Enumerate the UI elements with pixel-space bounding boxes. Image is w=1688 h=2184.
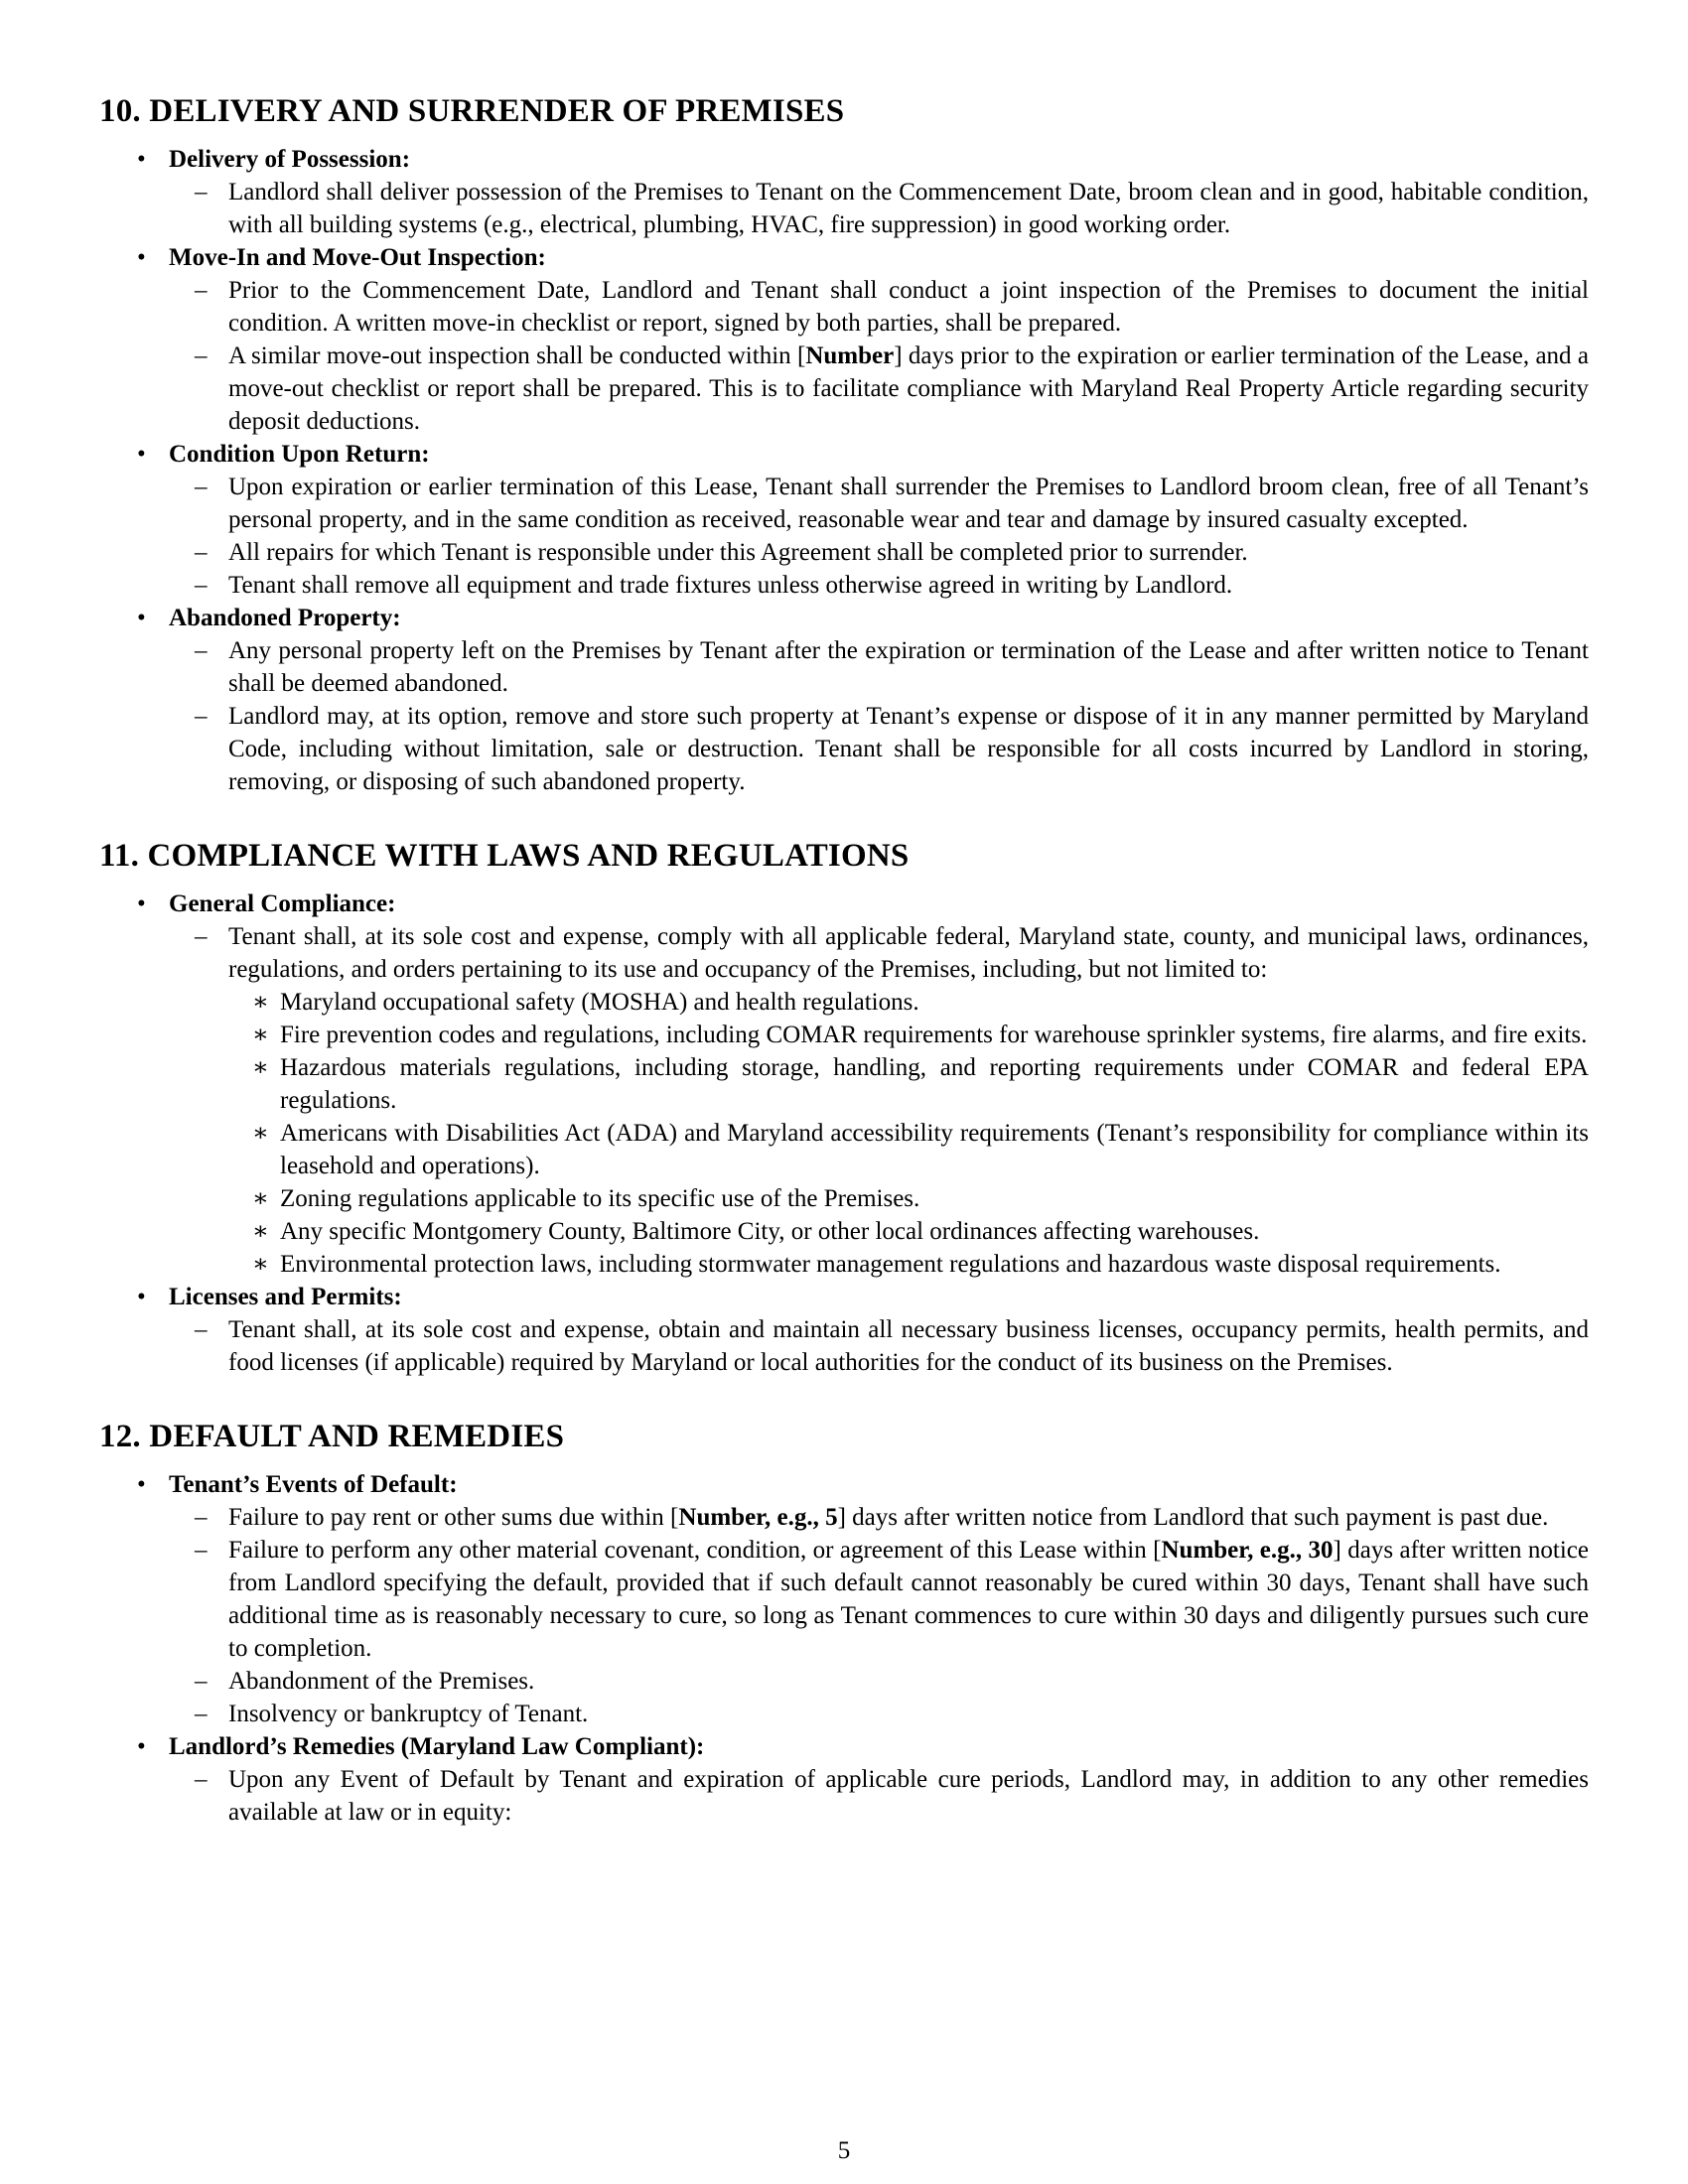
list-item	[99, 1730, 1589, 1829]
list-subitem	[169, 1313, 1589, 1379]
text-fragment: ] days after written notice from Landlord specifying the default, provided that if such default cannot reasonably be cured within 30 days, Tenant shall have such additional time as is reasonably necessary to cure, so long as Tenant commences to cure within 30 days and diligently pursues such cure to completion.	[228, 1537, 1589, 1662]
item-text: Prior to the Commencement Date, Landlord and Tenant shall conduct a joint inspection of the Premises to document the initial condition. A written move-in checklist or report, signed by both parties, shall be prepared.	[228, 277, 1589, 337]
item-text: Insolvency or bankruptcy of Tenant.	[228, 1701, 589, 1727]
text-fragment: ] days prior to the expiration or earlier termination of the Lease, and a move-out checklist or report shall be prepared. This is to facilitate compliance with Maryland Real Property Article regarding security deposit deductions.	[228, 342, 1589, 435]
list-subitem	[169, 700, 1589, 798]
item-heading: Landlord’s Remedies (Maryland Law Compliant):	[169, 1733, 705, 1760]
item-text: Tenant shall remove all equipment and trade fixtures unless otherwise agreed in writing by Landlord.	[228, 572, 1233, 599]
item-text: Any personal property left on the Premises by Tenant after the expiration or termination of the Lease and after written notice to Tenant shall be deemed abandoned.	[228, 637, 1589, 697]
bullet-icon: •	[137, 244, 146, 271]
list-item	[99, 1281, 1589, 1379]
item-text: All repairs for which Tenant is responsible under this Agreement shall be completed prior to surrender.	[228, 539, 1248, 566]
item-text-covenant-default	[228, 1534, 1589, 1665]
list-subitem	[169, 1763, 1589, 1829]
item-text: Americans with Disabilities Act (ADA) and Maryland accessibility requirements (Tenant’s responsibility for compliance within its leasehold and operations).	[280, 1120, 1589, 1179]
list-item	[99, 143, 1589, 241]
section-12-list	[99, 1468, 1589, 1829]
asterisk-icon: ∗	[252, 1185, 269, 1212]
list-subitem	[169, 274, 1589, 340]
item-text: Any specific Montgomery County, Baltimore City, or other local ordinances affecting warehouses.	[280, 1218, 1260, 1245]
item-text: Fire prevention codes and regulations, including COMAR requirements for warehouse sprinkler systems, fire alarms, and fire exits.	[280, 1022, 1588, 1048]
asterisk-icon: ∗	[252, 1054, 269, 1081]
asterisk-icon: ∗	[252, 989, 269, 1016]
item-text: Hazardous materials regulations, including storage, handling, and reporting requirements under COMAR and federal EPA regulations.	[280, 1054, 1589, 1114]
list-subitem	[169, 1501, 1589, 1534]
list-subitem	[169, 1534, 1589, 1665]
page-number: 5	[837, 2137, 851, 2164]
dash-icon: –	[195, 342, 208, 369]
placeholder-number: Number, e.g., 30	[1161, 1537, 1334, 1564]
list-item	[99, 1468, 1589, 1730]
dash-icon: –	[195, 923, 208, 950]
list-subsubitem	[228, 986, 1589, 1019]
list-subitem	[169, 634, 1589, 700]
document-page	[99, 91, 1589, 1829]
item-heading: General Compliance:	[169, 890, 396, 917]
item-text: Environmental protection laws, including stormwater management regulations and hazardous waste disposal requirements.	[280, 1251, 1501, 1278]
asterisk-icon: ∗	[252, 1218, 269, 1245]
dash-icon: –	[195, 572, 208, 599]
item-text-moveout	[228, 340, 1589, 438]
dash-icon: –	[195, 1701, 208, 1727]
list-subsubitem	[228, 1051, 1589, 1117]
list-item	[99, 602, 1589, 798]
section-heading-10: 10. DELIVERY AND SURRENDER OF PREMISES	[99, 93, 845, 129]
item-heading: Move-In and Move-Out Inspection:	[169, 244, 546, 271]
item-text: Maryland occupational safety (MOSHA) and health regulations.	[280, 989, 919, 1016]
item-heading: Tenant’s Events of Default:	[169, 1471, 458, 1498]
asterisk-icon: ∗	[252, 1251, 269, 1278]
item-text: Landlord may, at its option, remove and store such property at Tenant’s expense or dispose of it in any manner permitted by Maryland Code, including without limitation, sale or destruction. Tenant shall be responsible for all costs incurred by Landlord in storing, removing, or disposing of such abandoned property.	[228, 703, 1589, 795]
section-heading-11: 11. COMPLIANCE WITH LAWS AND REGULATIONS	[99, 838, 910, 874]
dash-icon: –	[195, 637, 208, 664]
item-text: Zoning regulations applicable to its specific use of the Premises.	[280, 1185, 920, 1212]
list-subsubitem	[228, 1215, 1589, 1248]
bullet-icon: •	[137, 441, 146, 468]
dash-icon: –	[195, 1316, 208, 1343]
bullet-icon: •	[137, 605, 146, 631]
list-subitem	[169, 536, 1589, 569]
item-text: Tenant shall, at its sole cost and expense, comply with all applicable federal, Maryland state, county, and municipal laws, ordinances, regulations, and orders pertaining to its use and occupancy of the Premises, including, but not limited to:	[228, 923, 1589, 983]
dash-icon: –	[195, 1504, 208, 1531]
section-10-list	[99, 143, 1589, 798]
text-fragment: A similar move-out inspection shall be conducted within [	[228, 342, 806, 369]
dash-icon: –	[195, 474, 208, 500]
list-subsubitem	[228, 1019, 1589, 1051]
text-fragment: Failure to pay rent or other sums due within [	[228, 1504, 679, 1531]
bullet-icon: •	[137, 146, 146, 173]
dash-icon: –	[195, 277, 208, 304]
item-heading: Condition Upon Return:	[169, 441, 430, 468]
item-heading: Delivery of Possession:	[169, 146, 411, 173]
list-item	[99, 241, 1589, 438]
bullet-icon: •	[137, 1284, 146, 1310]
list-subitem	[169, 1665, 1589, 1698]
text-fragment: Failure to perform any other material covenant, condition, or agreement of this Lease within [	[228, 1537, 1162, 1564]
bullet-icon: •	[137, 1471, 146, 1498]
dash-icon: –	[195, 539, 208, 566]
list-subsubitem	[228, 1248, 1589, 1281]
list-subitem	[169, 340, 1589, 438]
dash-icon: –	[195, 703, 208, 730]
dash-icon: –	[195, 1766, 208, 1793]
dash-icon: –	[195, 179, 208, 205]
item-heading: Abandoned Property:	[169, 605, 401, 631]
item-text: Upon any Event of Default by Tenant and expiration of applicable cure periods, Landlord may, in addition to any other remedies available at law or in equity:	[228, 1766, 1589, 1826]
list-item	[99, 438, 1589, 602]
list-subitem	[169, 920, 1589, 1281]
section-11-list	[99, 887, 1589, 1379]
text-fragment: ] days after written notice from Landlord that such payment is past due.	[837, 1504, 1549, 1531]
placeholder-number: Number	[805, 342, 895, 369]
dash-icon: –	[195, 1537, 208, 1564]
list-subitem	[169, 1698, 1589, 1730]
list-subsubitem	[228, 1182, 1589, 1215]
list-subsubitem	[228, 1117, 1589, 1182]
item-text: Upon expiration or earlier termination of this Lease, Tenant shall surrender the Premises to Landlord broom clean, free of all Tenant’s personal property, and in the same condition as received, reasonable wear and tear and damage by insured casualty excepted.	[228, 474, 1589, 533]
bullet-icon: •	[137, 890, 146, 917]
item-text: Landlord shall deliver possession of the Premises to Tenant on the Commencement Date, broom clean and in good, habitable condition, with all building systems (e.g., electrical, plumbing, HVAC, fire suppression) in good working order.	[228, 179, 1589, 238]
list-subitem	[169, 569, 1589, 602]
item-heading: Licenses and Permits:	[169, 1284, 402, 1310]
bullet-icon: •	[137, 1733, 146, 1760]
item-text-rent-default	[228, 1501, 1589, 1534]
list-subitem	[169, 471, 1589, 536]
placeholder-number: Number, e.g., 5	[678, 1504, 838, 1531]
asterisk-icon: ∗	[252, 1120, 269, 1147]
item-text: Abandonment of the Premises.	[228, 1668, 535, 1695]
asterisk-icon: ∗	[252, 1022, 269, 1048]
list-item	[99, 887, 1589, 1281]
dash-icon: –	[195, 1668, 208, 1695]
section-heading-12: 12. DEFAULT AND REMEDIES	[99, 1419, 565, 1454]
list-subitem	[169, 176, 1589, 241]
item-text: Tenant shall, at its sole cost and expense, obtain and maintain all necessary business licenses, occupancy permits, health permits, and food licenses (if applicable) required by Maryland or local authorities for the conduct of its business on the Premises.	[228, 1316, 1589, 1376]
